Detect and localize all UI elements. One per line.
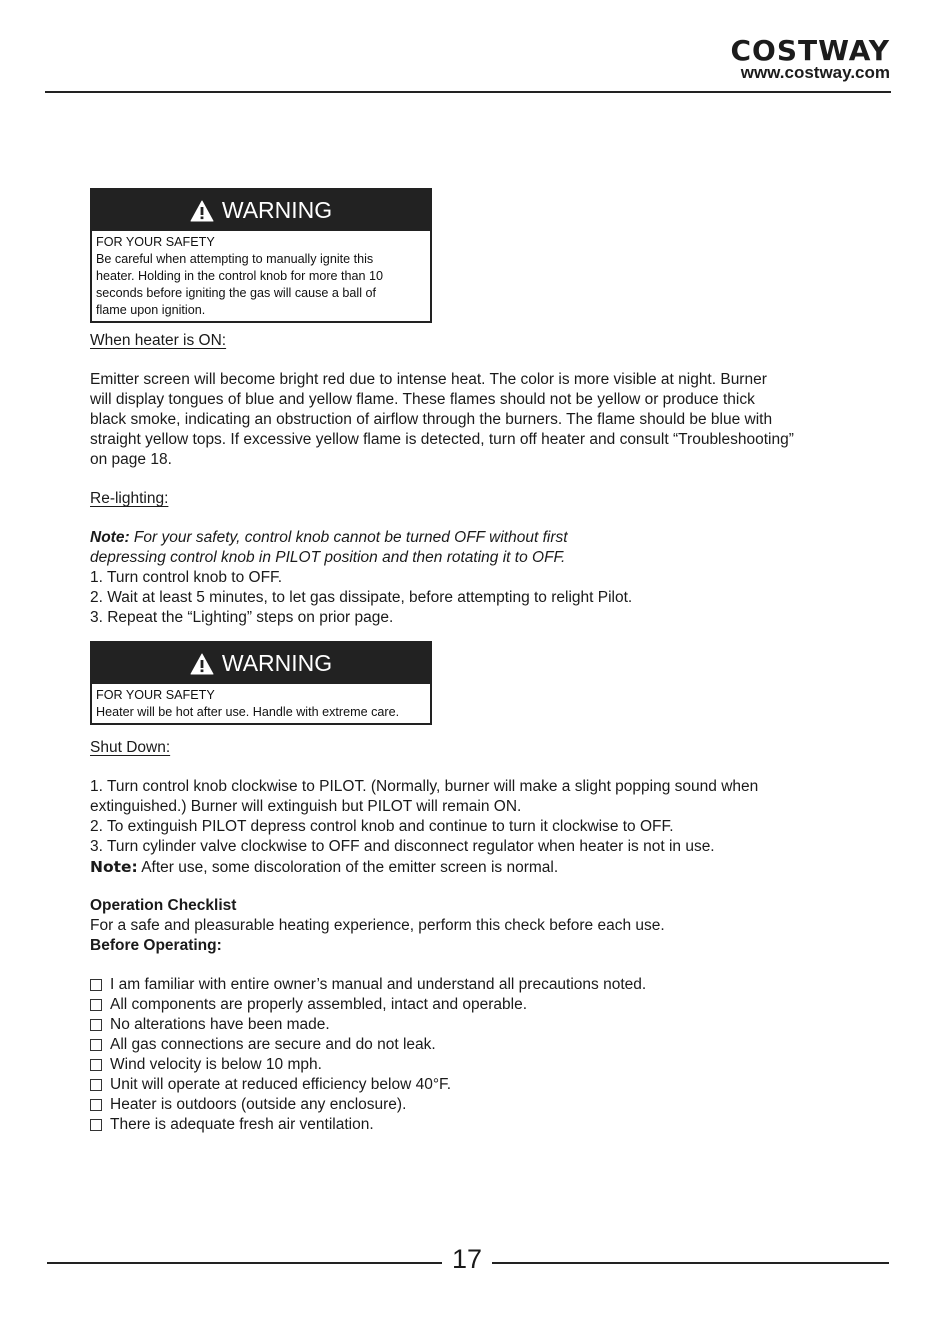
checkbox[interactable] [90,1019,102,1031]
shutdown-section [90,777,890,878]
shutdown-line: 3. Turn cylinder valve clockwise to OFF and disconnect regulator when heater is not in use. [90,838,715,855]
warning-triangle-icon [190,653,214,675]
shutdown-line: 2. To extinguish PILOT depress control knob and continue to turn it clockwise to OFF. [90,818,674,835]
checklist-item-label: Wind velocity is below 10 mph. [110,1056,322,1073]
checklist-subtitle: Before Operating: [90,937,222,954]
page-number: 17 [452,1244,483,1274]
warning-body [92,684,430,723]
footer-divider-left [47,1262,442,1264]
checklist-item [90,995,890,1015]
note-label: Note: [90,529,130,546]
footer-divider-right [492,1262,889,1264]
warning-line: FOR YOUR SAFETY [96,688,215,702]
checklist-item-label: All components are properly assembled, intact and operable. [110,996,528,1013]
shutdown-note [90,857,890,878]
warning-line: seconds before igniting the gas will cause a ball of [96,286,377,300]
warning-line: Heater will be hot after use. Handle with extreme care. [96,705,400,719]
checklist-item-label: Heater is outdoors (outside any enclosure). [110,1096,407,1113]
website-url: www.costway.com [740,63,890,82]
warning-box-ignition [90,188,432,323]
shutdown-heading: Shut Down: [90,739,171,756]
warning-title: WARNING [221,197,333,223]
checkbox[interactable] [90,979,102,991]
shutdown-line: 1. Turn control knob clockwise to PILOT. (Normally, burner will make a slight popping sound when [90,778,759,795]
checkbox[interactable] [90,1059,102,1071]
shutdown-line: extinguished.) Burner will extinguish but PILOT will remain ON. [90,798,522,815]
relighting-step: 1. Turn control knob to OFF. [90,569,283,586]
checklist-items [90,975,890,1135]
warning-line: FOR YOUR SAFETY [96,235,215,249]
warning-line: Be careful when attempting to manually ignite this [96,252,374,266]
relighting-heading: Re-lighting: [90,490,169,507]
checklist-intro: For a safe and pleasurable heating experience, perform this check before each use. [90,917,665,934]
checklist-item [90,1115,890,1135]
checkbox[interactable] [90,1039,102,1051]
checklist-item [90,1095,890,1115]
checklist-item [90,1015,890,1035]
warning-triangle-icon [190,200,214,222]
checklist-item-label: There is adequate fresh air ventilation. [110,1116,374,1133]
checklist-item [90,1055,890,1075]
heater-on-paragraph [90,370,890,470]
checklist-item-label: No alterations have been made. [110,1016,330,1033]
warning-header [92,190,430,231]
note-text: For your safety, control knob cannot be turned OFF without first [129,529,568,546]
note-label: Note: [90,858,138,876]
paragraph-line: straight yellow tops. If excessive yellow flame is detected, turn off heater and consult “Troubleshooting” [90,431,794,448]
paragraph-line: black smoke, indicating an obstruction of airflow through the burners. The flame should be blue with [90,411,773,428]
warning-box-hot [90,641,432,725]
warning-header [92,643,430,684]
checklist-section [90,896,890,956]
relighting-step: 3. Repeat the “Lighting” steps on prior page. [90,609,394,626]
checkbox[interactable] [90,1099,102,1111]
checklist-item-label: Unit will operate at reduced efficiency below 40°F. [110,1076,452,1093]
brand-logo: COSTWAY [730,34,890,67]
checkbox[interactable] [90,999,102,1011]
warning-line: heater. Holding in the control knob for more than 10 [96,269,384,283]
relighting-note [90,528,890,548]
paragraph-line: Emitter screen will become bright red due to intense heat. The color is more visible at night. Burner [90,371,767,388]
warning-body [92,231,430,321]
header-divider [45,91,891,93]
checklist-item [90,975,890,995]
warning-title: WARNING [221,650,333,676]
note-text: depressing control knob in PILOT position and then rotating it to OFF. [90,549,566,566]
paragraph-line: will display tongues of blue and yellow flame. These flames should not be yellow or produce thick [90,391,755,408]
checkbox[interactable] [90,1079,102,1091]
heater-on-heading: When heater is ON: [90,332,227,349]
relighting-section [90,528,890,628]
checklist-title: Operation Checklist [90,897,237,914]
relighting-step: 2. Wait at least 5 minutes, to let gas dissipate, before attempting to relight Pilot. [90,589,633,606]
checklist-item [90,1035,890,1055]
warning-line: flame upon ignition. [96,303,206,317]
paragraph-line: on page 18. [90,451,172,468]
note-text: After use, some discoloration of the emitter screen is normal. [137,859,559,876]
checkbox[interactable] [90,1119,102,1131]
checklist-item-label: All gas connections are secure and do not leak. [110,1036,436,1053]
checklist-item [90,1075,890,1095]
checklist-item-label: I am familiar with entire owner’s manual and understand all precautions noted. [110,976,647,993]
